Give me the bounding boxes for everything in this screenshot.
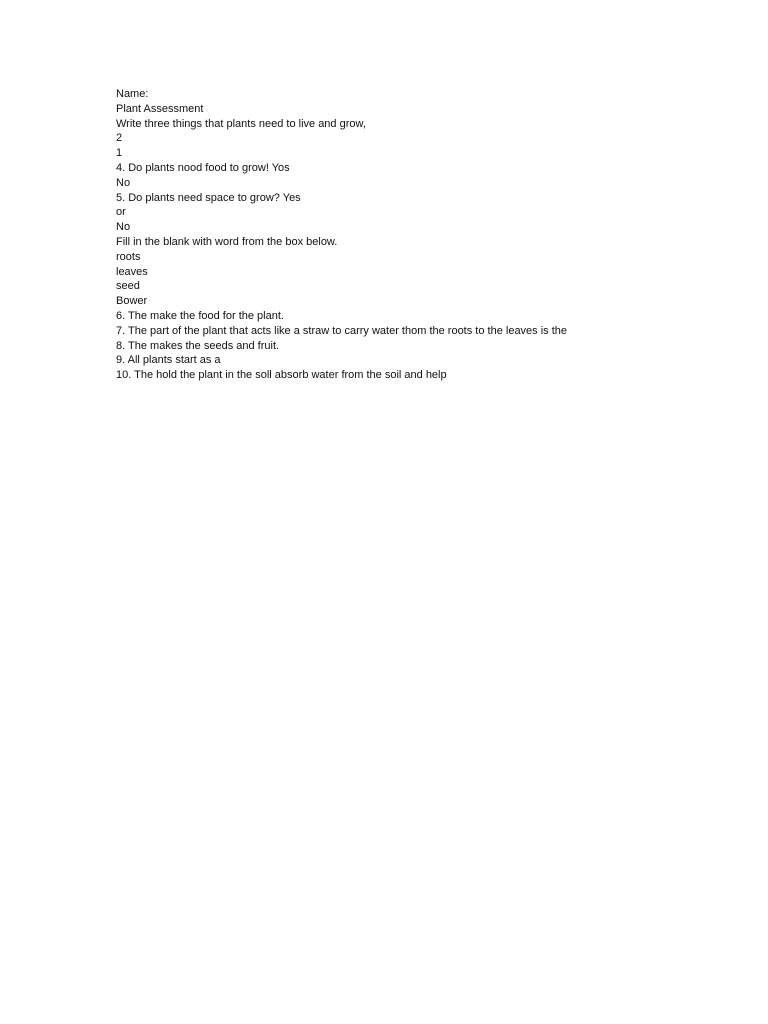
question-6: 6. The make the food for the plant.	[116, 309, 284, 322]
document-body	[116, 87, 736, 383]
answer-number: 2	[116, 132, 123, 145]
name-label: Name:	[116, 88, 149, 100]
word-box-item: leaves	[116, 265, 148, 278]
word-box-item: roots	[116, 250, 141, 263]
answer-option: No	[116, 221, 131, 234]
question-4: 4. Do plants nood food to grow! Yos	[116, 161, 290, 174]
question-9: 9. All plants start as a	[116, 354, 221, 367]
question-5: 5. Do plants need space to grow? Yes	[116, 191, 301, 204]
question-10: 10. The hold the plant in the soll absorb water from the soil and help	[116, 369, 447, 382]
question-7: 7. The part of the plant that acts like a straw to carry water thom the roots to the leaves is the	[116, 324, 568, 337]
document-title: Plant Assessment	[116, 102, 204, 115]
answer-option: No	[116, 176, 131, 189]
word-box-item: Bower	[116, 295, 148, 308]
question-instruction: Write three things that plants need to live and grow,	[116, 117, 366, 130]
answer-number: 1	[116, 147, 123, 160]
word-box-item: seed	[116, 280, 140, 293]
question-8: 8. The makes the seeds and fruit.	[116, 339, 280, 352]
answer-option: or	[116, 206, 126, 219]
fill-blank-instruction: Fill in the blank with word from the box below.	[116, 235, 338, 248]
